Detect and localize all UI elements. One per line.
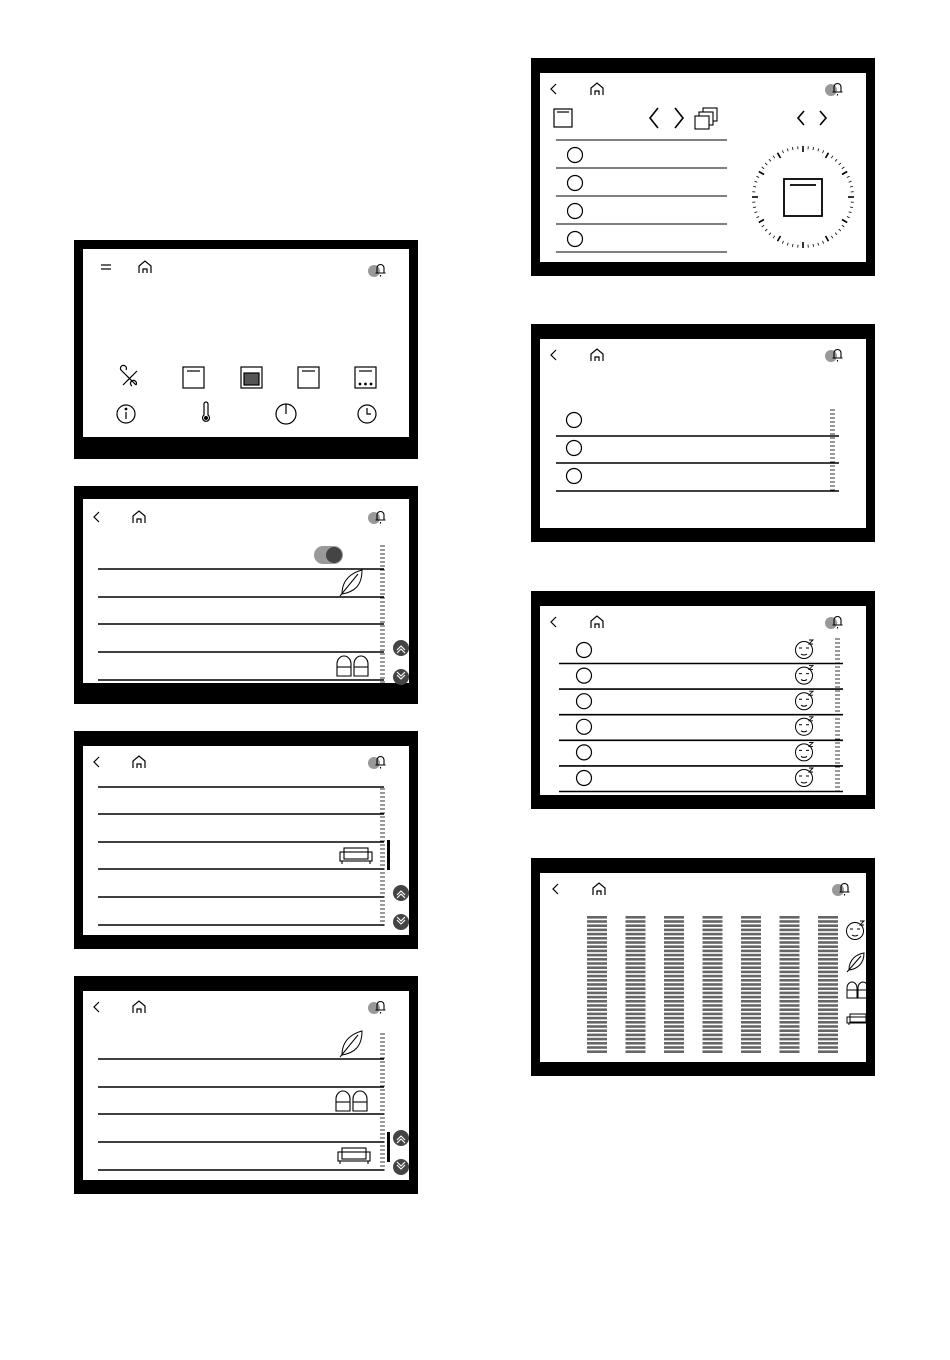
time-slot	[818, 1008, 838, 1011]
time-slot	[818, 983, 838, 986]
time-slot	[664, 962, 684, 965]
time-slot	[818, 1021, 838, 1024]
clock-setting-screen	[531, 58, 875, 276]
time-slot	[818, 945, 838, 948]
time-slot	[664, 1008, 684, 1011]
time-slot	[780, 1008, 800, 1011]
time-slot	[741, 1034, 761, 1037]
time-slot	[703, 975, 723, 978]
time-slot	[703, 1021, 723, 1024]
time-slot	[703, 1034, 723, 1037]
time-slot	[818, 929, 838, 932]
time-slot	[818, 1017, 838, 1020]
time-slot	[703, 954, 723, 957]
time-slot	[703, 920, 723, 923]
time-slot	[626, 1013, 646, 1016]
scroll-up-icon[interactable]	[393, 640, 409, 656]
time-slot	[780, 1013, 800, 1016]
time-slot	[664, 966, 684, 969]
time-slot	[587, 987, 607, 990]
time-slot	[626, 1000, 646, 1003]
time-slot	[780, 975, 800, 978]
time-slot	[626, 1017, 646, 1020]
time-slot	[741, 924, 761, 927]
time-slot	[780, 971, 800, 974]
time-slot	[626, 966, 646, 969]
time-slot	[818, 996, 838, 999]
time-slot	[818, 987, 838, 990]
time-slot	[664, 1029, 684, 1032]
time-slot	[780, 1042, 800, 1045]
time-slot	[664, 916, 684, 919]
time-slot	[587, 1034, 607, 1037]
time-slot	[780, 950, 800, 953]
time-slot	[818, 950, 838, 953]
time-slot	[703, 1000, 723, 1003]
time-slot	[626, 954, 646, 957]
scroll-thumb[interactable]	[387, 840, 390, 870]
time-slot	[587, 1013, 607, 1016]
time-slot	[626, 924, 646, 927]
time-slot	[818, 1050, 838, 1053]
time-slot	[664, 941, 684, 944]
time-slot	[780, 941, 800, 944]
time-slot	[587, 992, 607, 995]
radio-list-screen	[531, 324, 875, 542]
time-slot	[664, 1025, 684, 1028]
time-slot	[587, 966, 607, 969]
toggle-switch[interactable]	[314, 546, 343, 564]
time-slot	[703, 971, 723, 974]
time-slot	[626, 1046, 646, 1049]
time-slot	[780, 1038, 800, 1041]
time-slot	[741, 1008, 761, 1011]
time-slot	[587, 1025, 607, 1028]
sleep-list-screen	[531, 591, 875, 809]
home-screen	[74, 240, 418, 459]
time-slot	[741, 1050, 761, 1053]
time-slot	[703, 929, 723, 932]
time-slot	[780, 1017, 800, 1020]
settings-list-screen-3	[74, 976, 418, 1194]
time-slot	[664, 1000, 684, 1003]
time-slot	[587, 1017, 607, 1020]
time-slot	[780, 992, 800, 995]
time-slot	[818, 1025, 838, 1028]
time-slot	[818, 920, 838, 923]
time-slot	[741, 966, 761, 969]
time-slot	[664, 987, 684, 990]
time-slot	[664, 937, 684, 940]
time-slot	[664, 971, 684, 974]
time-slot	[741, 1042, 761, 1045]
time-slot	[741, 933, 761, 936]
time-slot	[626, 958, 646, 961]
time-slot	[703, 1050, 723, 1053]
time-slot	[626, 983, 646, 986]
time-slot	[703, 983, 723, 986]
time-slot	[703, 996, 723, 999]
time-slot	[703, 916, 723, 919]
time-slot	[587, 1042, 607, 1045]
time-slot	[664, 1042, 684, 1045]
time-slot	[587, 950, 607, 953]
time-slot	[818, 916, 838, 919]
time-slot	[587, 1004, 607, 1007]
time-slot	[626, 1029, 646, 1032]
time-slot	[818, 1000, 838, 1003]
time-slot	[626, 987, 646, 990]
time-slot	[703, 1029, 723, 1032]
time-slot	[664, 992, 684, 995]
radio-list-display	[531, 324, 875, 542]
time-slot	[664, 1034, 684, 1037]
time-slot	[587, 1008, 607, 1011]
time-slot	[741, 958, 761, 961]
time-slot	[703, 945, 723, 948]
time-slot	[741, 1000, 761, 1003]
time-slot	[587, 924, 607, 927]
time-slot	[664, 929, 684, 932]
time-slot	[626, 1025, 646, 1028]
time-slot	[818, 1038, 838, 1041]
time-slot	[818, 966, 838, 969]
time-slot	[626, 996, 646, 999]
time-slot	[741, 1046, 761, 1049]
time-slot	[780, 1025, 800, 1028]
time-slot	[664, 1017, 684, 1020]
time-slot	[780, 1021, 800, 1024]
time-slot	[780, 920, 800, 923]
time-slot	[626, 992, 646, 995]
time-slot	[703, 1046, 723, 1049]
time-slot	[664, 945, 684, 948]
time-slot	[741, 1025, 761, 1028]
time-slot	[818, 941, 838, 944]
time-slot	[587, 916, 607, 919]
time-slot	[741, 987, 761, 990]
time-slot	[587, 941, 607, 944]
time-slot	[818, 971, 838, 974]
time-slot	[703, 937, 723, 940]
time-slot	[587, 979, 607, 982]
time-slot	[587, 920, 607, 923]
time-slot	[664, 1038, 684, 1041]
home-screen-display	[74, 240, 418, 459]
time-slot	[626, 1034, 646, 1037]
time-slot	[587, 1029, 607, 1032]
time-slot	[587, 1050, 607, 1053]
time-slot	[626, 920, 646, 923]
time-slot	[780, 937, 800, 940]
time-slot	[664, 950, 684, 953]
time-slot	[664, 924, 684, 927]
time-slot	[664, 983, 684, 986]
time-slot	[626, 979, 646, 982]
time-slot	[587, 996, 607, 999]
time-slot	[741, 1029, 761, 1032]
time-slot	[818, 962, 838, 965]
time-slot	[626, 1038, 646, 1041]
time-slot	[780, 945, 800, 948]
time-slot	[587, 1038, 607, 1041]
time-slot	[587, 945, 607, 948]
time-slot	[587, 954, 607, 957]
time-slot	[703, 1004, 723, 1007]
sleep-list-display	[531, 591, 875, 809]
time-slot	[626, 950, 646, 953]
time-slot	[818, 937, 838, 940]
time-slot	[703, 924, 723, 927]
time-slot	[818, 1029, 838, 1032]
time-slot	[626, 1050, 646, 1053]
time-slot	[587, 1000, 607, 1003]
time-slot	[818, 933, 838, 936]
time-slot	[626, 1008, 646, 1011]
scroll-thumb[interactable]	[387, 1132, 390, 1162]
time-slot	[626, 1042, 646, 1045]
time-slot	[741, 983, 761, 986]
time-slot	[626, 941, 646, 944]
time-slot	[818, 1046, 838, 1049]
time-slot	[703, 1025, 723, 1028]
scroll-up-icon[interactable]	[393, 1130, 409, 1146]
time-slot	[664, 1013, 684, 1016]
time-slot	[741, 950, 761, 953]
time-slot	[741, 962, 761, 965]
time-slot	[626, 971, 646, 974]
time-slot	[741, 996, 761, 999]
time-slot	[626, 1004, 646, 1007]
time-slot	[818, 958, 838, 961]
time-slot	[703, 1017, 723, 1020]
scroll-down-icon[interactable]	[393, 1159, 409, 1175]
time-slot	[741, 1013, 761, 1016]
time-slot	[780, 958, 800, 961]
time-slot	[780, 996, 800, 999]
time-slot	[741, 1004, 761, 1007]
time-slot	[703, 958, 723, 961]
scroll-down-icon[interactable]	[393, 669, 409, 685]
clock-setting-display	[531, 58, 875, 276]
time-slot	[780, 933, 800, 936]
time-slot	[626, 937, 646, 940]
time-slot	[780, 1000, 800, 1003]
time-slot	[741, 1021, 761, 1024]
time-slot	[818, 1004, 838, 1007]
time-slot	[780, 983, 800, 986]
time-slot	[780, 1050, 800, 1053]
time-slot	[741, 979, 761, 982]
time-slot	[664, 1050, 684, 1053]
time-slot	[818, 979, 838, 982]
time-slot	[587, 937, 607, 940]
time-slot	[780, 1046, 800, 1049]
time-slot	[703, 941, 723, 944]
time-slot	[626, 1021, 646, 1024]
time-slot	[664, 958, 684, 961]
time-slot	[818, 924, 838, 927]
time-slot	[780, 1029, 800, 1032]
time-slot	[664, 954, 684, 957]
time-slot	[780, 924, 800, 927]
time-slot	[664, 1046, 684, 1049]
time-slot	[587, 971, 607, 974]
time-slot	[703, 950, 723, 953]
time-slot	[741, 929, 761, 932]
settings-list-screen-1	[74, 486, 418, 704]
scroll-down-icon[interactable]	[393, 914, 409, 930]
time-slot	[818, 1042, 838, 1045]
time-slot	[741, 971, 761, 974]
scroll-up-icon[interactable]	[393, 885, 409, 901]
time-slot	[587, 962, 607, 965]
time-slot	[741, 941, 761, 944]
time-slot	[626, 975, 646, 978]
time-slot	[741, 1017, 761, 1020]
time-slot	[741, 920, 761, 923]
time-slot	[780, 1034, 800, 1037]
time-slot	[818, 992, 838, 995]
time-slot	[780, 966, 800, 969]
time-slot	[780, 987, 800, 990]
time-slot	[703, 1008, 723, 1011]
time-slot	[741, 954, 761, 957]
time-slot	[703, 1013, 723, 1016]
time-slot	[664, 996, 684, 999]
time-slot	[626, 916, 646, 919]
time-slot	[587, 1046, 607, 1049]
time-slot	[818, 1013, 838, 1016]
time-slot	[587, 933, 607, 936]
time-slot	[780, 916, 800, 919]
time-slot	[703, 979, 723, 982]
settings-list-screen-2	[74, 731, 418, 949]
time-slot	[664, 979, 684, 982]
time-slot	[587, 929, 607, 932]
time-slot	[664, 920, 684, 923]
time-slot	[818, 975, 838, 978]
time-slot	[741, 916, 761, 919]
time-slot	[664, 975, 684, 978]
time-slot	[703, 962, 723, 965]
week-schedule-display	[531, 858, 875, 1076]
time-slot	[587, 1021, 607, 1024]
time-slot	[780, 979, 800, 982]
time-slot	[818, 1034, 838, 1037]
time-slot	[703, 1042, 723, 1045]
time-slot	[587, 958, 607, 961]
time-slot	[587, 975, 607, 978]
settings-list-1-display	[74, 486, 418, 704]
time-slot	[703, 966, 723, 969]
time-slot	[664, 933, 684, 936]
time-slot	[780, 954, 800, 957]
time-slot	[780, 929, 800, 932]
scroll-track[interactable]	[830, 410, 835, 490]
time-slot	[741, 937, 761, 940]
time-slot	[780, 962, 800, 965]
time-slot	[741, 945, 761, 948]
week-schedule-screen	[531, 858, 875, 1076]
time-slot	[664, 1004, 684, 1007]
settings-list-3-display	[74, 976, 418, 1194]
time-slot	[780, 1004, 800, 1007]
time-slot	[818, 954, 838, 957]
time-slot	[741, 992, 761, 995]
settings-list-2-display	[74, 731, 418, 949]
time-slot	[626, 945, 646, 948]
time-slot	[741, 1038, 761, 1041]
time-slot	[741, 975, 761, 978]
time-slot	[703, 1038, 723, 1041]
time-slot	[703, 992, 723, 995]
time-slot	[626, 962, 646, 965]
time-slot	[703, 933, 723, 936]
time-slot	[626, 933, 646, 936]
time-slot	[626, 929, 646, 932]
time-slot	[664, 1021, 684, 1024]
time-slot	[703, 987, 723, 990]
time-slot	[587, 983, 607, 986]
